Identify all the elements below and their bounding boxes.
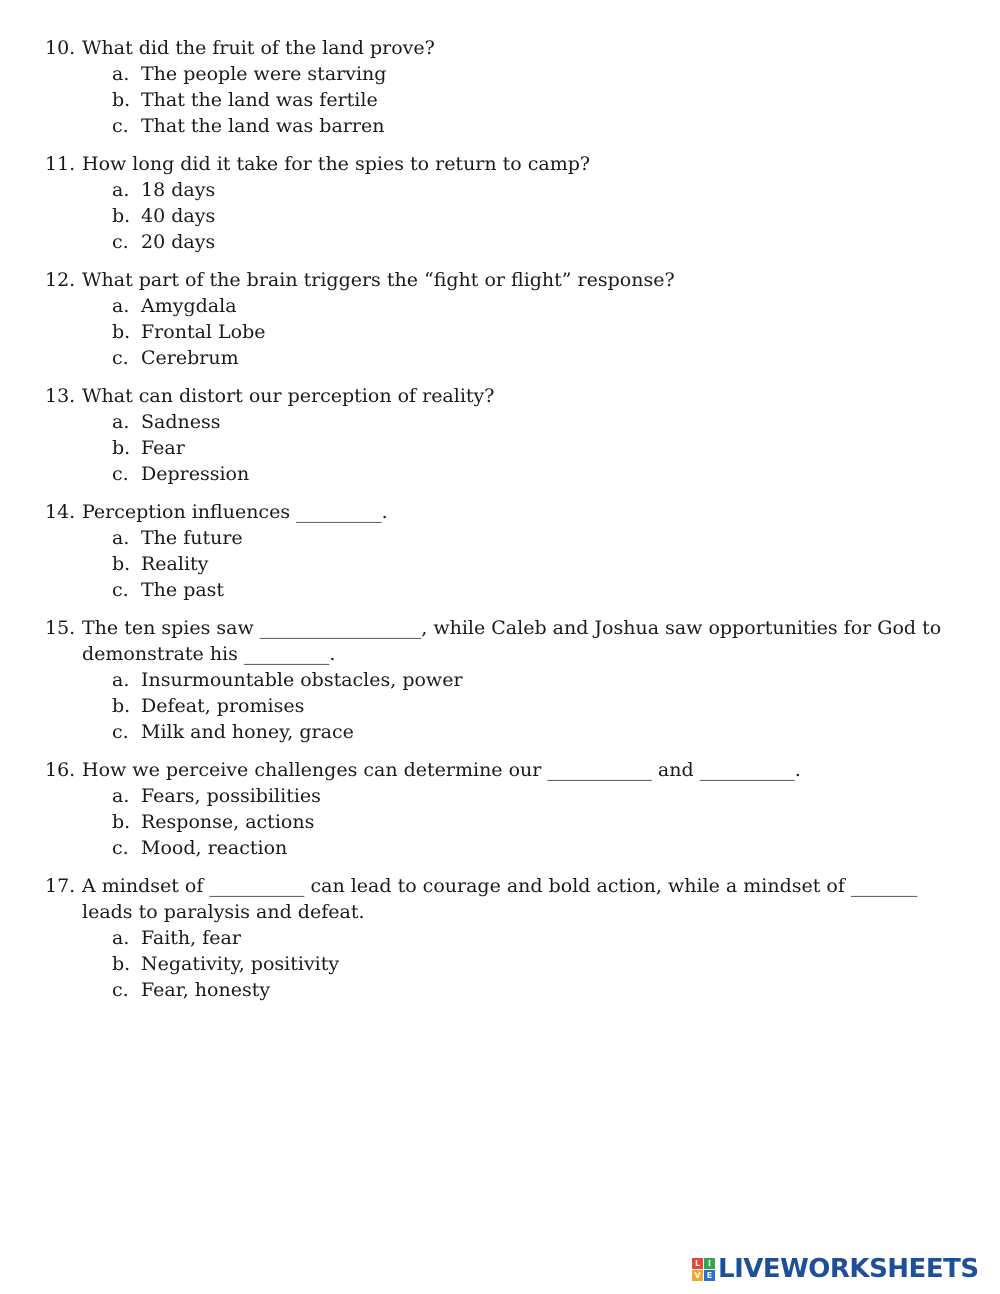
option-text: Fears, possibilities bbox=[141, 785, 321, 807]
question-line bbox=[45, 267, 945, 293]
question-line bbox=[45, 873, 945, 925]
question-text: What can distort our perception of reality? bbox=[82, 385, 495, 407]
question-number: 14. bbox=[45, 501, 76, 523]
question-line bbox=[45, 151, 945, 177]
option-text: The past bbox=[141, 579, 225, 601]
answer-option bbox=[45, 319, 945, 345]
option-text: Sadness bbox=[141, 411, 221, 433]
answer-option bbox=[45, 925, 945, 951]
answer-option bbox=[45, 525, 945, 551]
option-text: That the land was fertile bbox=[141, 89, 378, 111]
option-text: Fear bbox=[141, 437, 185, 459]
option-text: Amygdala bbox=[141, 295, 237, 317]
option-letter: c. bbox=[112, 231, 129, 253]
answer-option bbox=[45, 409, 945, 435]
logo-mark-icon bbox=[692, 1258, 715, 1281]
option-letter: a. bbox=[112, 527, 130, 549]
answer-option bbox=[45, 61, 945, 87]
question-text: What did the fruit of the land prove? bbox=[82, 37, 435, 59]
answer-option bbox=[45, 461, 945, 487]
question-number: 12. bbox=[45, 269, 76, 291]
answer-option bbox=[45, 203, 945, 229]
question-17 bbox=[45, 873, 945, 1003]
option-letter: a. bbox=[112, 927, 130, 949]
option-text: Faith, fear bbox=[141, 927, 241, 949]
question-line bbox=[45, 35, 945, 61]
question-text: How long did it take for the spies to return to camp? bbox=[82, 153, 591, 175]
question-15 bbox=[45, 615, 945, 745]
option-letter: c. bbox=[112, 721, 129, 743]
question-line bbox=[45, 757, 945, 783]
option-text: Reality bbox=[141, 553, 209, 575]
option-letter: c. bbox=[112, 463, 129, 485]
option-letter: a. bbox=[112, 295, 130, 317]
option-letter: a. bbox=[112, 63, 130, 85]
option-letter: b. bbox=[112, 953, 131, 975]
answer-option bbox=[45, 719, 945, 745]
option-letter: b. bbox=[112, 321, 131, 343]
option-letter: a. bbox=[112, 179, 130, 201]
option-letter: b. bbox=[112, 811, 131, 833]
option-text: That the land was barren bbox=[141, 115, 385, 137]
logo-mark-square: E bbox=[704, 1270, 715, 1281]
question-14 bbox=[45, 499, 945, 603]
option-text: Milk and honey, grace bbox=[141, 721, 354, 743]
option-text: Defeat, promises bbox=[141, 695, 305, 717]
answer-option bbox=[45, 113, 945, 139]
liveworksheets-logo bbox=[692, 1253, 979, 1285]
logo-mark-square: V bbox=[692, 1270, 703, 1281]
question-12 bbox=[45, 267, 945, 371]
question-number: 13. bbox=[45, 385, 76, 407]
option-text: Mood, reaction bbox=[141, 837, 288, 859]
question-13 bbox=[45, 383, 945, 487]
option-letter: b. bbox=[112, 205, 131, 227]
option-letter: a. bbox=[112, 669, 130, 691]
answer-option bbox=[45, 577, 945, 603]
answer-option bbox=[45, 551, 945, 577]
question-number: 17. bbox=[45, 875, 76, 897]
question-10 bbox=[45, 35, 945, 139]
option-letter: c. bbox=[112, 979, 129, 1001]
question-number: 11. bbox=[45, 153, 76, 175]
logo-mark-square: I bbox=[704, 1258, 715, 1269]
option-text: Negativity, positivity bbox=[141, 953, 340, 975]
question-line bbox=[45, 499, 945, 525]
option-letter: b. bbox=[112, 553, 131, 575]
option-text: 20 days bbox=[141, 231, 216, 253]
option-letter: c. bbox=[112, 837, 129, 859]
question-list bbox=[45, 35, 945, 1015]
answer-option bbox=[45, 977, 945, 1003]
option-text: Response, actions bbox=[141, 811, 315, 833]
option-letter: c. bbox=[112, 347, 129, 369]
answer-option bbox=[45, 345, 945, 371]
answer-option bbox=[45, 435, 945, 461]
question-text: A mindset of __________ can lead to courage and bold action, while a mindset of _______ leads to paralysis and defeat. bbox=[82, 875, 918, 923]
answer-option bbox=[45, 87, 945, 113]
option-letter: a. bbox=[112, 411, 130, 433]
option-text: Insurmountable obstacles, power bbox=[141, 669, 463, 691]
option-letter: c. bbox=[112, 115, 129, 137]
option-text: The future bbox=[141, 527, 243, 549]
question-text: The ten spies saw _________________, while Caleb and Joshua saw opportunities for God to demonstrate his _________. bbox=[82, 617, 942, 665]
option-letter: b. bbox=[112, 695, 131, 717]
option-text: Frontal Lobe bbox=[141, 321, 266, 343]
question-text: What part of the brain triggers the “fight or flight” response? bbox=[82, 269, 675, 291]
option-text: 18 days bbox=[141, 179, 216, 201]
option-letter: c. bbox=[112, 579, 129, 601]
question-line bbox=[45, 383, 945, 409]
answer-option bbox=[45, 177, 945, 203]
answer-option bbox=[45, 835, 945, 861]
answer-option bbox=[45, 693, 945, 719]
question-number: 15. bbox=[45, 617, 76, 639]
answer-option bbox=[45, 667, 945, 693]
option-letter: b. bbox=[112, 89, 131, 111]
question-number: 16. bbox=[45, 759, 76, 781]
option-text: 40 days bbox=[141, 205, 216, 227]
question-text: Perception influences _________. bbox=[82, 501, 388, 523]
question-number: 10. bbox=[45, 37, 76, 59]
option-text: Fear, honesty bbox=[141, 979, 271, 1001]
answer-option bbox=[45, 951, 945, 977]
question-11 bbox=[45, 151, 945, 255]
question-text: How we perceive challenges can determine our ___________ and __________. bbox=[82, 759, 801, 781]
option-letter: a. bbox=[112, 785, 130, 807]
option-letter: b. bbox=[112, 437, 131, 459]
question-16 bbox=[45, 757, 945, 861]
logo-text: LIVEWORKSHEETS bbox=[718, 1254, 979, 1284]
option-text: Depression bbox=[141, 463, 250, 485]
logo-mark-square: L bbox=[692, 1258, 703, 1269]
question-line bbox=[45, 615, 945, 667]
option-text: The people were starving bbox=[141, 63, 387, 85]
option-text: Cerebrum bbox=[141, 347, 239, 369]
answer-option bbox=[45, 293, 945, 319]
answer-option bbox=[45, 783, 945, 809]
answer-option bbox=[45, 809, 945, 835]
answer-option bbox=[45, 229, 945, 255]
